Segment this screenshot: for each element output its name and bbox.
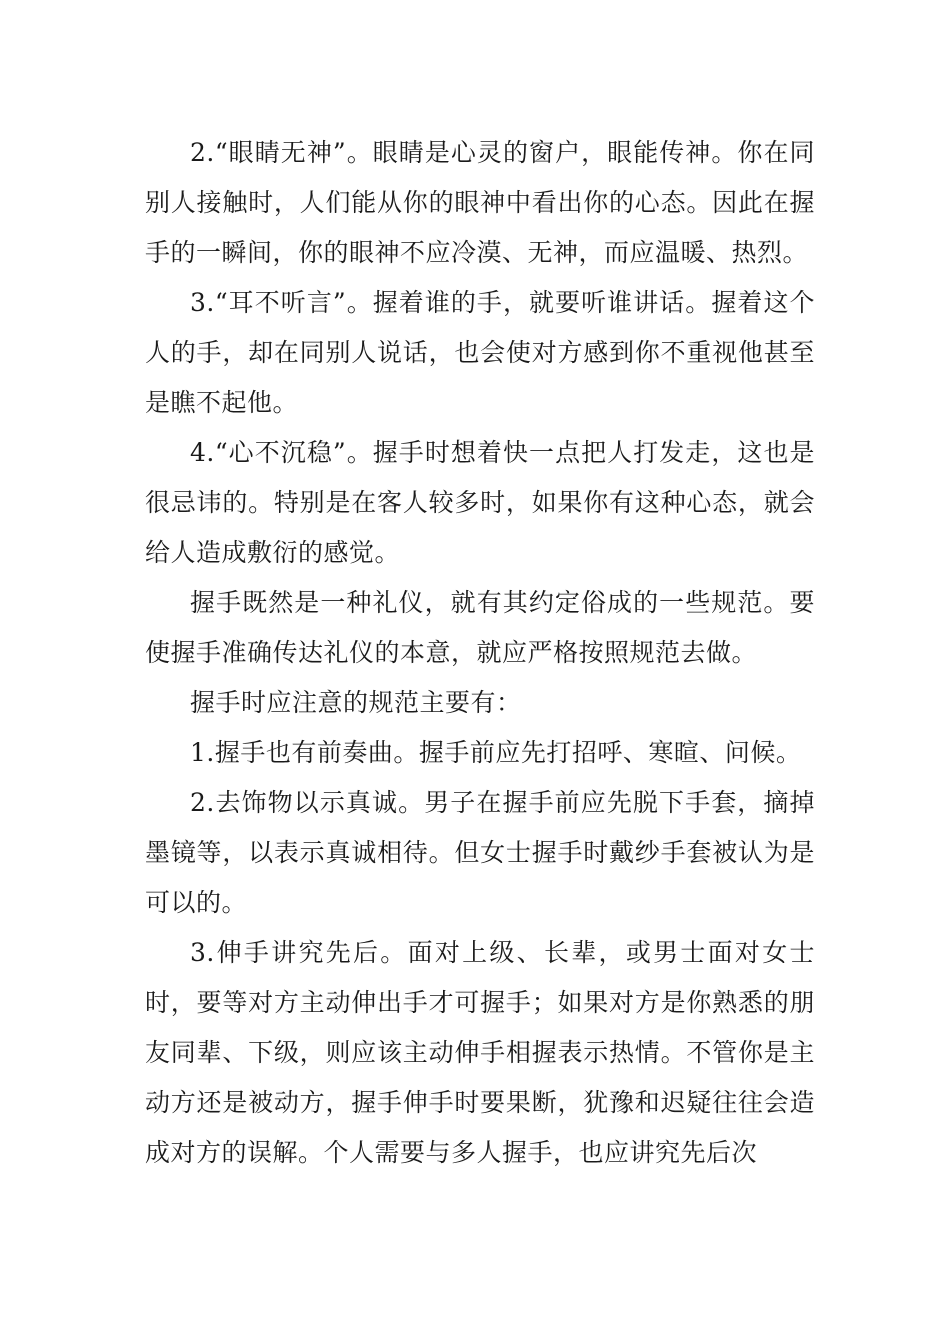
paragraph-norm-1: 1.握手也有前奏曲。握手前应先打招呼、寒暄、问候。: [190, 738, 802, 767]
paragraph-eyes: 2.“眼睛无神”。眼睛是心灵的窗户，眼能传神。你在同别人接触时，人们能从你的眼神中看出你的心态。因此在握手的一瞬间，你的眼神不应冷漠、无神，而应温暖、热烈。: [145, 138, 815, 267]
paragraph-norm-3: 3.伸手讲究先后。面对上级、长辈，或男士面对女士时，要等对方主动伸出手才可握手；如果对方是你熟悉的朋友同辈、下级，则应该主动伸手相握表示热情。不管你是主动方还是被动方，握手伸手时要果断，犹豫和迟疑往往会造成对方的误解。个人需要与多人握手，也应讲究先后次: [145, 938, 815, 1167]
document-body: [145, 128, 815, 1178]
paragraph-norm-2: 2.去饰物以示真诚。男子在握手前应先脱下手套，摘掉墨镜等，以表示真诚相待。但女士握手时戴纱手套被认为是可以的。: [145, 788, 815, 917]
paragraph-ears: 3.“耳不听言”。握着谁的手，就要听谁讲话。握着这个人的手，却在同别人说话，也会使对方感到你不重视他甚至是瞧不起他。: [145, 288, 815, 417]
paragraph-norms-heading: 握手时应注意的规范主要有：: [190, 688, 522, 717]
paragraph-etiquette-intro: 握手既然是一种礼仪，就有其约定俗成的一些规范。要使握手准确传达礼仪的本意，就应严格按照规范去做。: [145, 588, 815, 667]
paragraph-heart: 4.“心不沉稳”。握手时想着快一点把人打发走，这也是很忌讳的。特别是在客人较多时，如果你有这种心态，就会给人造成敷衍的感觉。: [145, 438, 815, 567]
